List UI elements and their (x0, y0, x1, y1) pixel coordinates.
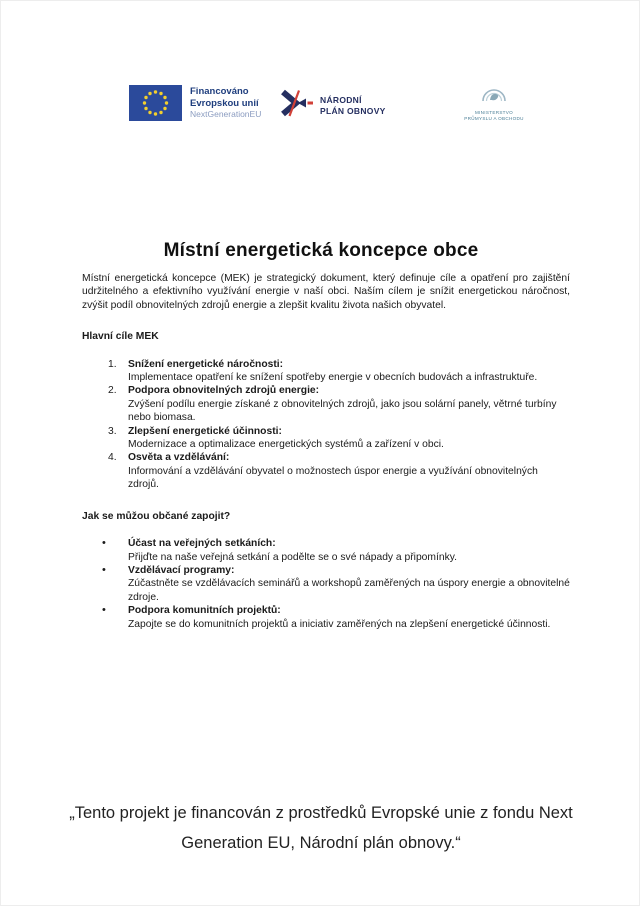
list-item-term: Podpora obnovitelných zdrojů energie: (128, 385, 320, 397)
list-number: 1. (108, 358, 117, 370)
goals-list (82, 358, 570, 492)
npo-arrow-icon (280, 88, 313, 123)
list-item-description: Zvýšení podílu energie získané z obnovitelných zdrojů, jako jsou solární panely, větrné turbíny nebo biomasa. (128, 398, 557, 424)
eu-funding-text (190, 85, 261, 120)
funding-quote-text: „Tento projekt je financován z prostředků Evropské unie z fondu Next Generation EU, Národní plán obnovy.“ (69, 804, 573, 852)
list-number: 3. (108, 425, 117, 437)
eu-funding-line2: Evropskou unií (190, 97, 259, 109)
list-item (82, 358, 570, 385)
intro-paragraph: Místní energetická koncepce (MEK) je strategický dokument, který definuje cíle a opatření pro zajištění udržitelného a efektivního využívání energie v naší obci. Naším cílem je snížit energetickou náročnost, zvýšit podíl obnovitelných zdrojů energie a zlepšit kvalitu života našich obyvatel. (82, 273, 570, 311)
bullet-icon: • (102, 604, 106, 617)
list-item-term: Snížení energetické náročnosti: (128, 358, 284, 370)
eu-funding-line1: Financováno (190, 86, 249, 97)
page-title: Místní energetická koncepce obce (163, 239, 479, 261)
document-body (82, 272, 570, 631)
eu-funding-logo (129, 85, 261, 126)
list-item (82, 564, 570, 604)
npo-text (320, 95, 386, 116)
list-item-description: Implementace opatření ke snížení spotřeby energie v obecních budovách a infrastruktuře. (128, 372, 538, 384)
funding-quote (1, 798, 640, 858)
list-item-term: Zlepšení energetické účinnosti: (128, 425, 282, 437)
list-item-term: Účast na veřejných setkáních: (128, 538, 276, 550)
list-item (82, 537, 570, 564)
bullet-icon: • (102, 537, 106, 550)
list-item (82, 451, 570, 491)
list-item (82, 425, 570, 452)
list-item-description: Zúčastněte se vzdělávacích seminářů a workshopů zaměřených na úspory energie a obnovitelné zdroje. (128, 578, 570, 603)
ministry-logo (454, 84, 534, 121)
ministry-line1: MINISTERSTVO (474, 110, 514, 115)
list-number: 2. (108, 385, 117, 397)
eu-flag-icon (129, 85, 182, 126)
ministry-line2: PRŮMYSLU A OBCHODU (464, 115, 524, 121)
eu-funding-line3: NextGenerationEU (190, 109, 262, 119)
list-item-description: Modernizace a optimalizace energetických systémů a zařízení v obci. (128, 439, 444, 451)
narodni-plan-obnovy-logo (280, 88, 386, 123)
section-heading-goals: Hlavní cíle MEK (82, 331, 159, 343)
list-item-term: Vzdělávací programy: (128, 564, 235, 576)
list-item-description: Zapojte se do komunitních projektů a iniciativ zaměřených na zlepšení energetické účinnosti. (128, 618, 551, 630)
list-item (82, 604, 570, 631)
npo-line2: PLÁN OBNOVY (320, 105, 386, 116)
ministry-emblem-icon (454, 84, 534, 109)
list-item-description: Informování a vzdělávání obyvatel o možnostech úspor energie a využívání obnovitelných zdrojů. (128, 465, 538, 491)
participation-list (82, 537, 570, 631)
list-number: 4. (108, 452, 117, 464)
list-item (82, 384, 570, 424)
section-heading-participation: Jak se můžou občané zapojit? (82, 510, 231, 522)
list-item-term: Osvěta a vzdělávání: (128, 452, 230, 464)
npo-line1: NÁRODNÍ (320, 95, 362, 105)
list-item-term: Podpora komunitních projektů: (128, 605, 281, 617)
list-item-description: Přijďte na naše veřejná setkání a podělte se o své nápady a připomínky. (128, 551, 457, 563)
bullet-icon: • (102, 563, 106, 576)
